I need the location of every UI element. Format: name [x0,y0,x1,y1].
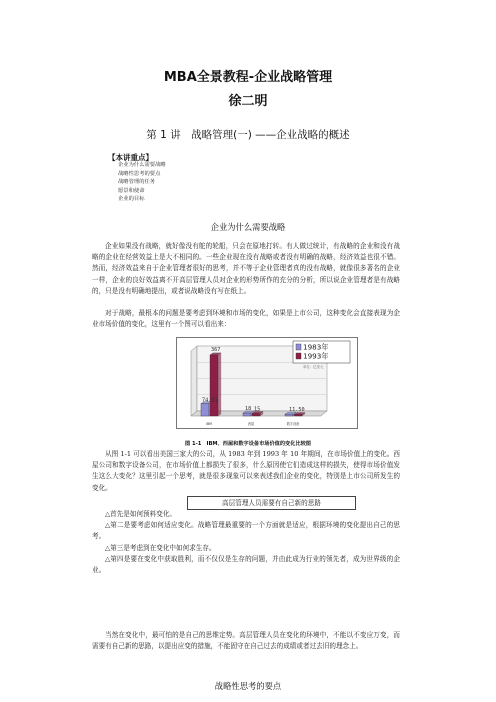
chart-legend-swatch [296,353,301,359]
bullet-item: △第三是考虑到在变化中如何求生存。 [105,543,216,552]
chart-svg [177,338,357,428]
chart-bar [294,415,302,417]
bullet-item: △第四是要在变化中获取胜利，而不仅仅是生存的问题，并由此成为行业的领先者，成为世界级的企业。 [92,554,400,575]
key-point: 战略性思考的要点 [118,170,161,177]
chart-data-label: 11.50 [289,407,305,414]
document-title: MBA全景教程-企业战略管理 [163,70,333,85]
chart-data-label: 15 [254,406,261,413]
bullet-item: △首先是如何预料变化。 [105,510,177,518]
paragraph: 当然在变化中，最可怕的是自己的思维定势。高层管理人员在变化的环境中，不能以不变应万变，而需要有自己新的思路，以提出应变的措施，不能固守在自己过去的成绩或者过去旧的理念上。 [92,631,400,651]
chart-bar [285,414,293,416]
key-point: 愿景和使命 [118,187,145,194]
key-point: 战略管理的任务 [118,179,156,186]
chart-legend-label: 1993年 [303,351,329,361]
figure-caption: 图 1-1 IBM、西屋和数字设备市场价值的变化比较图 [185,441,311,447]
key-points-heading: 【本讲重点】 [108,153,153,162]
chart-bar [243,413,251,416]
boxed-callout: 高层管理人员需要有自己新的思路 [187,496,356,510]
section-heading-why-strategy: 企业为什么需要战略 [210,222,286,232]
chart-data-label: 74.81 [202,397,218,404]
chart-bar [252,414,260,417]
key-point: 企业的目标 [118,196,145,203]
lecture-heading: 第 1 讲 战略管理(一) ——企业战略的概述 [146,129,350,141]
market-value-chart [176,337,358,429]
key-point: 企业为什么需要战略 [118,162,166,168]
chart-side-wall [191,346,197,416]
chart-category-label: IBM [206,422,212,426]
bullet-item: △第二是要考虑如何适应变化。战略管理最重要的一个方面就是适应，根据环境的变化提出自己的思考。 [92,521,400,541]
chart-legend-label: 1983年 [303,342,329,352]
chart-category-label: 西屋 [247,422,255,426]
chart-bar-side [218,353,221,416]
chart-data-label: 18 [245,406,252,412]
document-author: 徐二明 [228,94,268,109]
chart-legend-swatch [296,344,301,350]
chart-unit-label: 单位：亿美元 [303,365,324,369]
paragraph: 从图 1-1 可以看出美国三家大的公司，从 1983 年到 1993 年 10 年期间，在市场价值上的变化。西屋公司和数字设备公司，在市场价值上都损失了很多，什么原因使它们造成这样的损失，使得市场价值发生这么大变化？这里引起一个思考，就是很多现象可以来表述我们企业的变化，特别是上市公司所发生的变化。 [92,450,400,492]
chart-bar [201,404,209,416]
section-heading-strategic-thinking: 战略性思考的要点 [214,681,282,691]
paragraph: 对于战略，最根本的问题是要考虑到环境和市场的变化，如果是上市公司，这种变化会直接表现为企业市场价值的变化，这里有一个图可以看出来： [92,309,400,329]
bullet-list [92,509,400,576]
key-points-list [118,161,166,204]
paragraph: 企业如果没有战略，就好像没有舵的轮船，只会在原地打转。有人做过统计，有战略的企业和没有战略的企业在经营效益上是大不相同的。一些企业现在没有战略或者没有明确的战略，经济效益也很不错。然而，经济效益来自于企业管理者很好的思考，并不等于企业管理者真的没有战略，就像很多著名的企业一样，企业的良好效益离不开高层管理人员对企业的形势所作的充分的分析，所以说企业管理者是有战略的，只是没有明确地提出，或者说战略没有写在纸上。 [92,242,400,295]
chart-category-label: 数字设备 [286,422,300,426]
chart-data-label: 367 [211,346,221,353]
chart-bar [210,355,218,416]
